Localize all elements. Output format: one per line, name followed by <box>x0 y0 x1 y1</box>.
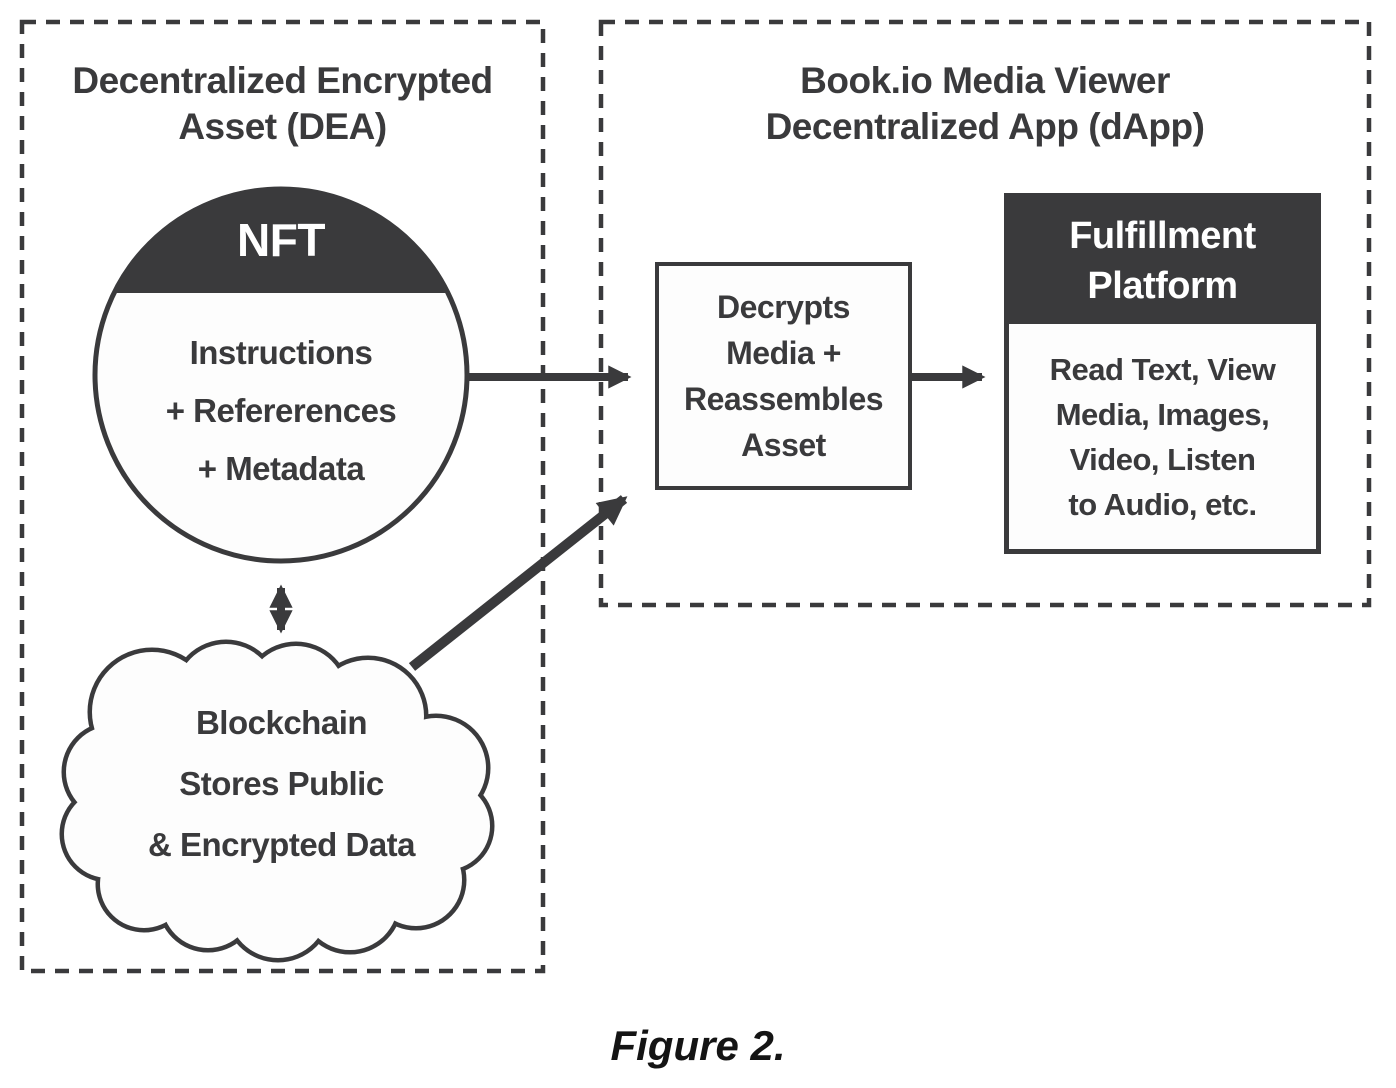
fulfillment-body-line: Media, Images, <box>1055 396 1270 432</box>
fulfillment-body-line: Video, Listen <box>1069 441 1256 477</box>
cloud-text-line: Stores Public <box>179 765 384 802</box>
fulfillment-header <box>1009 198 1316 324</box>
fulfillment-body <box>1009 324 1316 549</box>
dea-title-line: Asset (DEA) <box>178 106 387 147</box>
nft-contents-line: Instructions <box>189 334 373 371</box>
cloud-to-decrypt-arrow <box>412 499 624 667</box>
fulfillment-body-line: to Audio, etc. <box>1068 486 1257 522</box>
fulfillment-body-line: Read Text, View <box>1049 351 1276 387</box>
cloud-text-line: Blockchain <box>195 704 368 741</box>
nft-label: NFT <box>237 214 325 266</box>
decrypt-box-line: Media + <box>726 335 841 371</box>
nft-contents-text <box>96 324 466 498</box>
fulfillment-platform-box <box>1004 193 1321 554</box>
cloud-text-line: & Encrypted Data <box>147 826 416 863</box>
blockchain-cloud-text <box>63 692 500 875</box>
dapp-title-line: Decentralized App (dApp) <box>765 106 1205 147</box>
figure-caption: Figure 2. <box>610 1022 786 1069</box>
decrypt-box-line: Reassembles <box>683 381 884 417</box>
fulfillment-header-line: Fulfillment <box>1069 215 1256 257</box>
dapp-box-title <box>601 58 1369 150</box>
decrypt-box-line: Asset <box>741 427 826 463</box>
decrypt-box-line: Decrypts <box>717 289 850 325</box>
decrypt-box <box>655 262 912 490</box>
dea-title-line: Decentralized Encrypted <box>72 60 493 101</box>
nft-contents-line: + Metadata <box>197 450 365 487</box>
nft-contents-line: + Refererences <box>165 392 397 429</box>
fulfillment-header-line: Platform <box>1087 265 1238 307</box>
dea-box-title <box>22 58 543 150</box>
dapp-title-line: Book.io Media Viewer <box>800 60 1170 101</box>
